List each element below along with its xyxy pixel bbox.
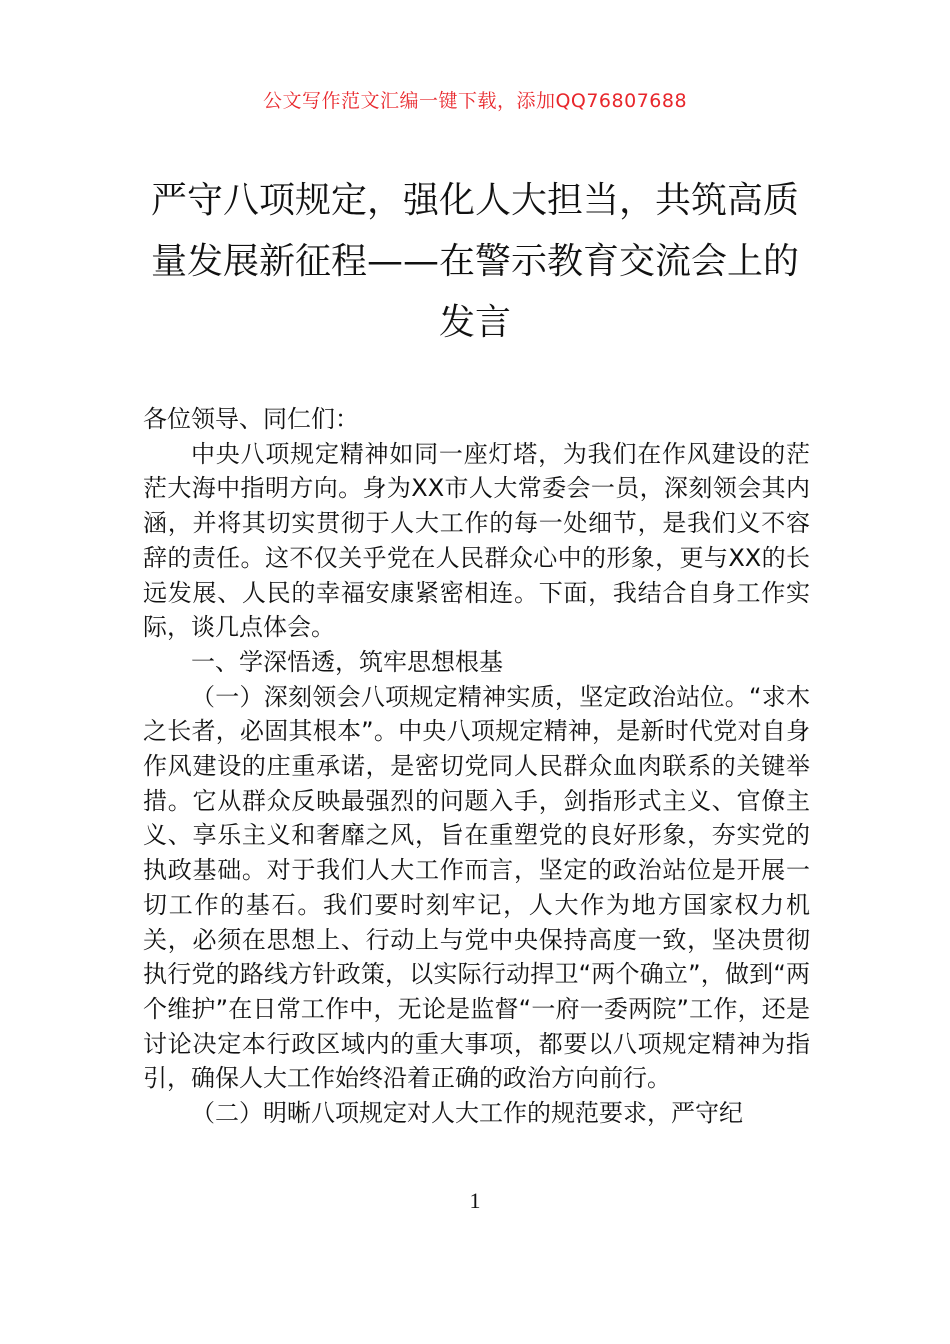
paragraph-intro: 中央八项规定精神如同一座灯塔，为我们在作风建设的茫茫大海中指明方向。身为XX市人大常委会一员，深刻领会其内涵，并将其切实贯彻于人大工作的每一处细节，是我们义不容辞的责任。这不仅关乎党在人民群众心中的形象，更与XX的长远发展、人民的幸福安康紧密相连。下面，我结合自身工作实际，谈几点体会。 — [143, 439, 810, 642]
salutation: 各位领导、同仁们： — [143, 405, 359, 433]
paragraph-subsection-2: （二）明晰八项规定对人大工作的规范要求，严守纪 — [191, 1099, 743, 1128]
document-title: 严守八项规定，强化人大担当，共筑高质量发展新征程——在警示教育交流会上的发言 — [150, 180, 799, 343]
paragraph-subsection-1: （一）深刻领会八项规定精神实质，坚定政治站位。“求木之长者，必固其根本”。中央八项规定精神，是新时代党对自身作风建设的庄重承诺，是密切党同人民群众血肉联系的关键举措。它从群众反映最强烈的问题入手，剑指形式主义、官僚主义、享乐主义和奢靡之风，旨在重塑党的良好形象，夯实党的执政基础。对于我们人大工作而言，坚定的政治站位是开展一切工作的基石。我们要时刻牢记，人大作为地方国家权力机关，必须在思想上、行动上与党中央保持高度一致，坚决贯彻执行党的路线方针政策，以实际行动捍卫“两个确立”，做到“两个维护”在日常工作中，无论是监督“一府一委两院”工作，还是讨论决定本行政区域内的重大事项，都要以八项规定精神为指引，确保人大工作始终沿着正确的政治方向前行。 — [143, 682, 810, 1093]
page-number: 1 — [469, 1188, 481, 1213]
download-notice: 公文写作范文汇编一键下载，添加QQ76807688 — [262, 90, 688, 112]
document-body — [143, 402, 810, 1131]
section-heading-1: 一、学深悟透，筑牢思想根基 — [191, 647, 503, 676]
